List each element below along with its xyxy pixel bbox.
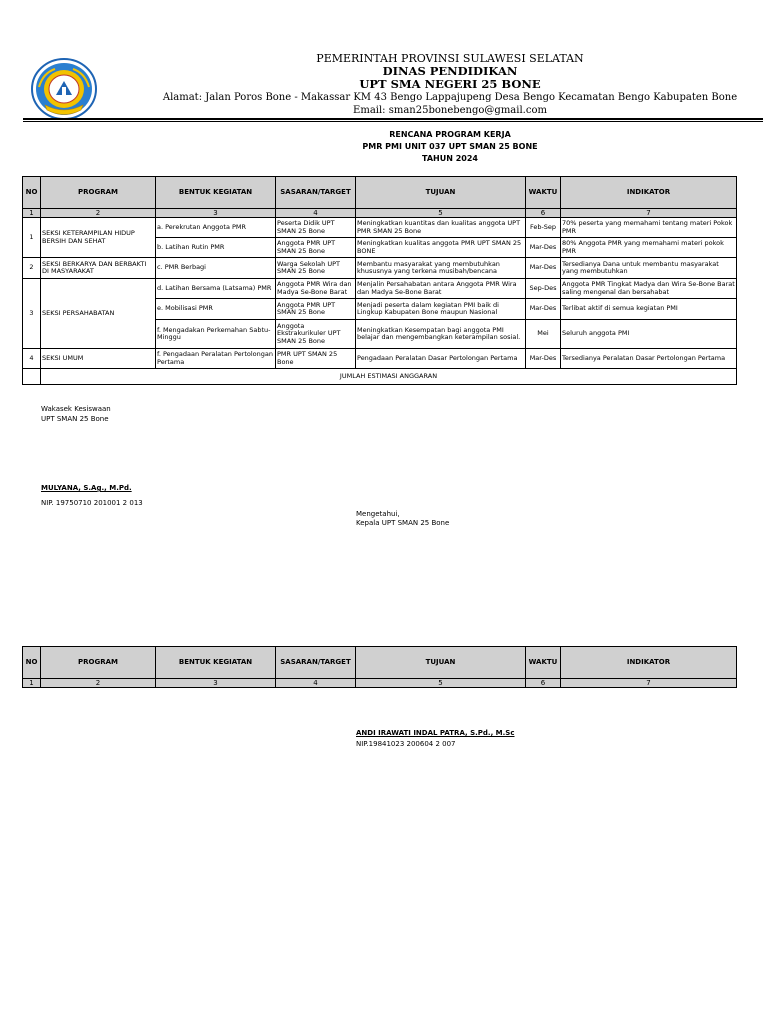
column-number: 1 — [23, 209, 41, 218]
goal-cell: Meningkatkan kuantitas dan kualitas anggota UPT PMR SMAN 25 Bone — [356, 218, 526, 238]
target-cell: Anggota PMR UPT SMAN 25 Bone — [276, 299, 356, 320]
header-cell: SASARAN/TARGET — [276, 177, 356, 209]
indicator-cell: 70% peserta yang memahami tentang materi Pokok PMR — [561, 218, 737, 238]
column-number: 1 — [23, 679, 41, 688]
header-cell: BENTUK KEGIATAN — [156, 647, 276, 679]
time-cell: Feb-Sep — [526, 218, 561, 238]
time-cell: Sep-Des — [526, 279, 561, 299]
table-header-row — [23, 647, 737, 679]
activity-cell: d. Latihan Bersama (Latsama) PMR — [156, 279, 276, 299]
row-number: 4 — [23, 349, 41, 369]
sulawesi-selatan-emblem-icon — [31, 57, 97, 121]
column-number: 4 — [276, 679, 356, 688]
header-cell: PROGRAM — [41, 647, 156, 679]
left-signer-nip: NIP. 19750710 201001 2 013 — [41, 499, 143, 507]
document-title: RENCANA PROGRAM KERJA — [389, 130, 511, 139]
column-number: 3 — [156, 679, 276, 688]
target-cell: Warga Sekolah UPT SMAN 25 Bone — [276, 258, 356, 279]
repeated-header-table — [22, 646, 737, 688]
header-cell: BENTUK KEGIATAN — [156, 177, 276, 209]
row-number: 2 — [23, 258, 41, 279]
goal-cell: Pengadaan Peralatan Dasar Pertolongan Pertama — [356, 349, 526, 369]
column-number: 2 — [41, 209, 156, 218]
column-number: 7 — [561, 679, 737, 688]
right-signer-nip: NIP.19841023 200604 2 007 — [356, 740, 456, 748]
column-number-row — [23, 679, 737, 688]
letterhead-divider-thin — [23, 121, 763, 122]
target-cell: Anggota PMR Wira dan Madya Se-Bone Barat — [276, 279, 356, 299]
header-cell: PROGRAM — [41, 177, 156, 209]
left-signer-unit: UPT SMAN 25 Bone — [41, 415, 109, 423]
goal-cell: Meningkatkan Kesempatan bagi anggota PMI belajar dan mengembangkan keterampilan sosial. — [356, 320, 526, 349]
target-cell: PMR UPT SMAN 25 Bone — [276, 349, 356, 369]
column-number: 3 — [156, 209, 276, 218]
right-signer-name: ANDI IRAWATI INDAL PATRA, S.Pd., M.Sc — [356, 729, 515, 737]
header-cell: NO — [23, 647, 41, 679]
activity-cell: f. Mengadakan Perkemahan Sabtu-Minggu — [156, 320, 276, 349]
letterhead-divider-thick — [23, 118, 763, 120]
column-number: 5 — [356, 209, 526, 218]
agency-name: DINAS PENDIDIKAN — [382, 64, 518, 78]
goal-cell: Membantu masyarakat yang membutuhkan khususnya yang terkena musibah/bencana — [356, 258, 526, 279]
activity-cell: a. Perekrutan Anggota PMR — [156, 218, 276, 238]
column-number-row — [23, 209, 737, 218]
goal-cell: Menjadi peserta dalam kegiatan PMI baik di Lingkup Kabupaten Bone maupun Nasional — [356, 299, 526, 320]
header-cell: WAKTU — [526, 647, 561, 679]
time-cell: Mar-Des — [526, 349, 561, 369]
time-cell: Mei — [526, 320, 561, 349]
indicator-cell: Seluruh anggota PMI — [561, 320, 737, 349]
program-cell: SEKSI BERKARYA DAN BERBAKTI DI MASYARAKAT — [41, 258, 156, 279]
activity-cell: c. PMR Berbagi — [156, 258, 276, 279]
header-cell: TUJUAN — [356, 177, 526, 209]
header-cell: INDIKATOR — [561, 647, 737, 679]
left-signer-name: MULYANA, S.Ag., M.Pd. — [41, 484, 132, 492]
target-cell: Peserta Didik UPT SMAN 25 Bone — [276, 218, 356, 238]
header-cell: SASARAN/TARGET — [276, 647, 356, 679]
table-header-row — [23, 177, 737, 209]
indicator-cell: 80% Anggota PMR yang memahami materi pokok PMR — [561, 238, 737, 258]
right-signer-role: Kepala UPT SMAN 25 Bone — [356, 519, 450, 527]
column-number: 4 — [276, 209, 356, 218]
goal-cell: Menjalin Persahabatan antara Anggota PMR Wira dan Madya Se-Bone Barat — [356, 279, 526, 299]
work-program-table — [22, 176, 737, 385]
goal-cell: Meningkatkan kualitas anggota PMR UPT SMAN 25 BONE — [356, 238, 526, 258]
program-cell: SEKSI KETERAMPILAN HIDUP BERSIH DAN SEHAT — [41, 218, 156, 258]
document-year: TAHUN 2024 — [422, 154, 478, 163]
time-cell: Mar-Des — [526, 238, 561, 258]
school-email: Email: sman25bonebengo@gmail.com — [353, 105, 547, 116]
indicator-cell: Tersedianya Dana untuk membantu masyarakat yang membutuhkan — [561, 258, 737, 279]
activity-cell: f. Pengadaan Peralatan Pertolongan Pertama — [156, 349, 276, 369]
time-cell: Mar-Des — [526, 299, 561, 320]
right-signer-acknowledge: Mengetahui, — [356, 510, 400, 518]
target-cell: Anggota Ekstrakurikuler UPT SMAN 25 Bone — [276, 320, 356, 349]
column-number: 5 — [356, 679, 526, 688]
document-subtitle: PMR PMI UNIT 037 UPT SMAN 25 BONE — [362, 142, 538, 151]
time-cell: Mar-Des — [526, 258, 561, 279]
school-name: UPT SMA NEGERI 25 BONE — [359, 77, 541, 91]
table-row — [23, 349, 737, 369]
total-budget-label: JUMLAH ESTIMASI ANGGARAN — [41, 369, 737, 385]
left-signer-role: Wakasek Kesiswaan — [41, 405, 111, 413]
indicator-cell: Terlibat aktif di semua kegiatan PMI — [561, 299, 737, 320]
row-number: 3 — [23, 279, 41, 349]
header-cell: NO — [23, 177, 41, 209]
column-number: 2 — [41, 679, 156, 688]
program-cell: SEKSI PERSAHABATAN — [41, 279, 156, 349]
header-cell: INDIKATOR — [561, 177, 737, 209]
header-cell: WAKTU — [526, 177, 561, 209]
activity-cell: b. Latihan Rutin PMR — [156, 238, 276, 258]
column-number: 7 — [561, 209, 737, 218]
total-row — [23, 369, 737, 385]
table-row — [23, 279, 737, 299]
column-number: 6 — [526, 679, 561, 688]
header-cell: TUJUAN — [356, 647, 526, 679]
activity-cell: e. Mobilisasi PMR — [156, 299, 276, 320]
school-address: Alamat: Jalan Poros Bone - Makassar KM 43 Bengo Lappajupeng Desa Bengo Kecamatan Bengo Kabupaten Bone — [162, 92, 738, 103]
indicator-cell: Tersedianya Peralatan Dasar Pertolongan Pertama — [561, 349, 737, 369]
row-number: 1 — [23, 218, 41, 258]
target-cell: Anggota PMR UPT SMAN 25 Bone — [276, 238, 356, 258]
table-row — [23, 218, 737, 238]
table-row — [23, 258, 737, 279]
column-number: 6 — [526, 209, 561, 218]
total-empty-cell — [23, 369, 41, 385]
program-cell: SEKSI UMUM — [41, 349, 156, 369]
indicator-cell: Anggota PMR Tingkat Madya dan Wira Se-Bone Barat saling mengenal dan bersahabat — [561, 279, 737, 299]
government-name: PEMERINTAH PROVINSI SULAWESI SELATAN — [316, 52, 584, 65]
